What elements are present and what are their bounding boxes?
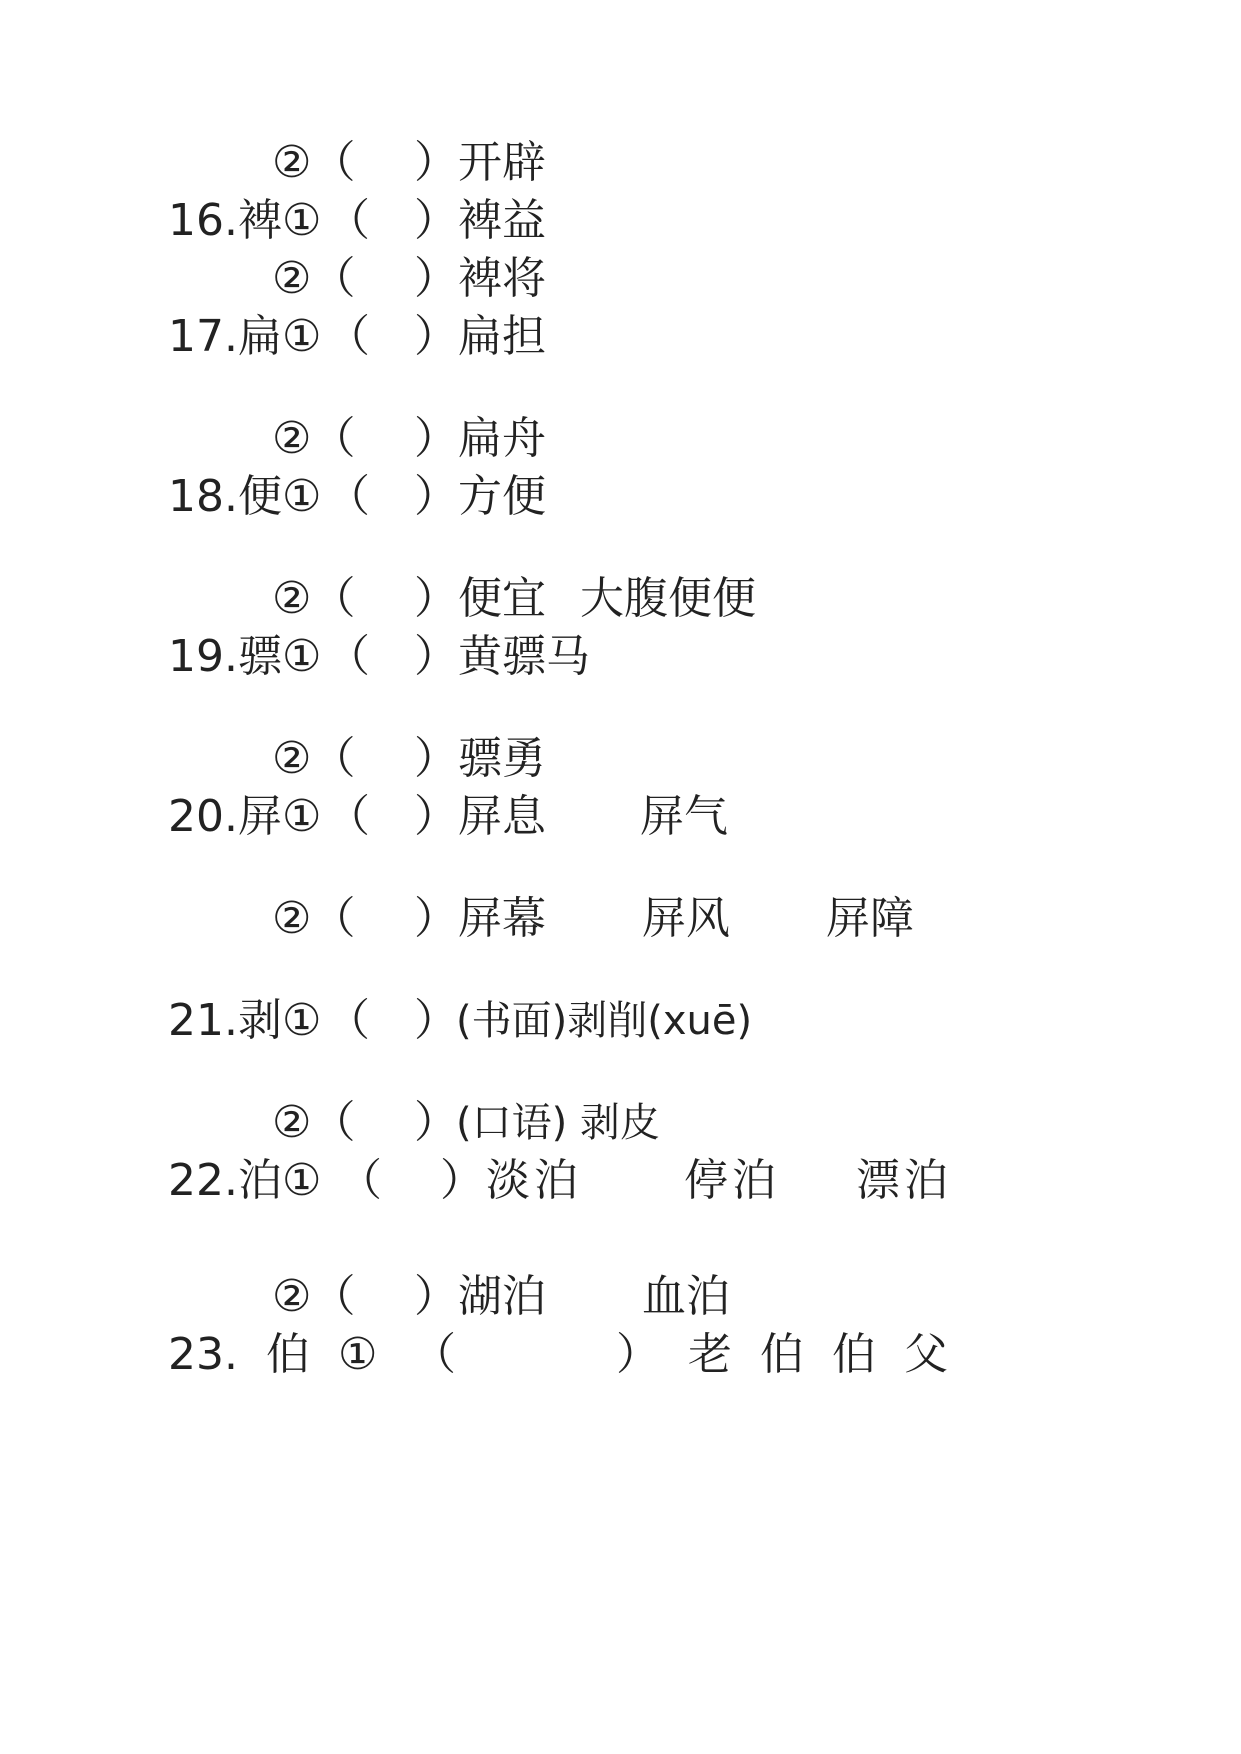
sub-marker: ②（ [272, 253, 356, 304]
sub-marker: ②（ [272, 573, 356, 624]
close-paren: ） [414, 137, 458, 188]
example-word: 老 伯 伯 父 [688, 1329, 948, 1380]
example-word: 开辟 [458, 137, 546, 188]
entry-label: 17.扁① [168, 311, 322, 362]
open-paren: （ [326, 631, 370, 682]
close-paren: ） [414, 253, 458, 304]
entry-label: 16.裨① [168, 195, 322, 246]
example-word: 漂泊 [856, 1155, 952, 1206]
sub-marker: ②（ [272, 733, 356, 784]
open-paren: （ [412, 1329, 456, 1380]
sub-marker: ②（ [272, 1097, 356, 1148]
close-paren: ） [414, 791, 458, 842]
close-paren: ） [414, 471, 458, 522]
sub-marker: ②（ [272, 1271, 356, 1322]
example-word: 扁担 [458, 311, 546, 362]
example-word: 湖泊 [458, 1271, 546, 1322]
example-word: 黄骠马 [458, 631, 590, 682]
example-word: 屏幕 [458, 893, 546, 944]
entry-label: 18.便① [168, 471, 322, 522]
example-word: 淡泊 [486, 1155, 582, 1206]
sub-marker: ②（ [272, 413, 356, 464]
example-word: 骠勇 [458, 733, 546, 784]
sub-marker: ②（ [272, 893, 356, 944]
entry-label: 20.屏① [168, 791, 322, 842]
open-paren: （ [326, 471, 370, 522]
close-paren: ） [440, 1155, 484, 1206]
close-paren: ） [414, 195, 458, 246]
entry-label: 23. 伯 ① [168, 1329, 378, 1380]
open-paren: （ [338, 1155, 382, 1206]
entry-label: 22.泊① [168, 1155, 322, 1206]
sub-marker: ②（ [272, 137, 356, 188]
close-paren: ） [414, 1097, 458, 1148]
example-word: 便宜 [458, 573, 546, 624]
entry-label: 21.剥① [168, 995, 322, 1046]
close-paren: ） [414, 1271, 458, 1322]
close-paren: ） [414, 995, 458, 1046]
close-paren: ） [616, 1329, 660, 1380]
open-paren: （ [326, 995, 370, 1046]
example-word: 停泊 [684, 1155, 780, 1206]
example-word: 裨将 [458, 253, 546, 304]
open-paren: （ [326, 791, 370, 842]
close-paren: ） [414, 573, 458, 624]
example-word: 屏息 [458, 791, 546, 842]
example-word: (书面)剥削(xuē) [456, 998, 753, 1044]
open-paren: （ [326, 311, 370, 362]
example-word: (口语) 剥皮 [456, 1100, 660, 1146]
close-paren: ） [414, 733, 458, 784]
example-word: 大腹便便 [580, 573, 756, 624]
example-word: 屏障 [826, 893, 914, 944]
example-word: 扁舟 [458, 413, 546, 464]
close-paren: ） [414, 311, 458, 362]
close-paren: ） [414, 893, 458, 944]
close-paren: ） [414, 631, 458, 682]
example-word: 屏风 [642, 893, 730, 944]
example-word: 血泊 [642, 1271, 730, 1322]
example-word: 屏气 [640, 791, 728, 842]
example-word: 方便 [458, 471, 546, 522]
close-paren: ） [414, 413, 458, 464]
entry-label: 19.骠① [168, 631, 322, 682]
example-word: 裨益 [458, 195, 546, 246]
open-paren: （ [326, 195, 370, 246]
